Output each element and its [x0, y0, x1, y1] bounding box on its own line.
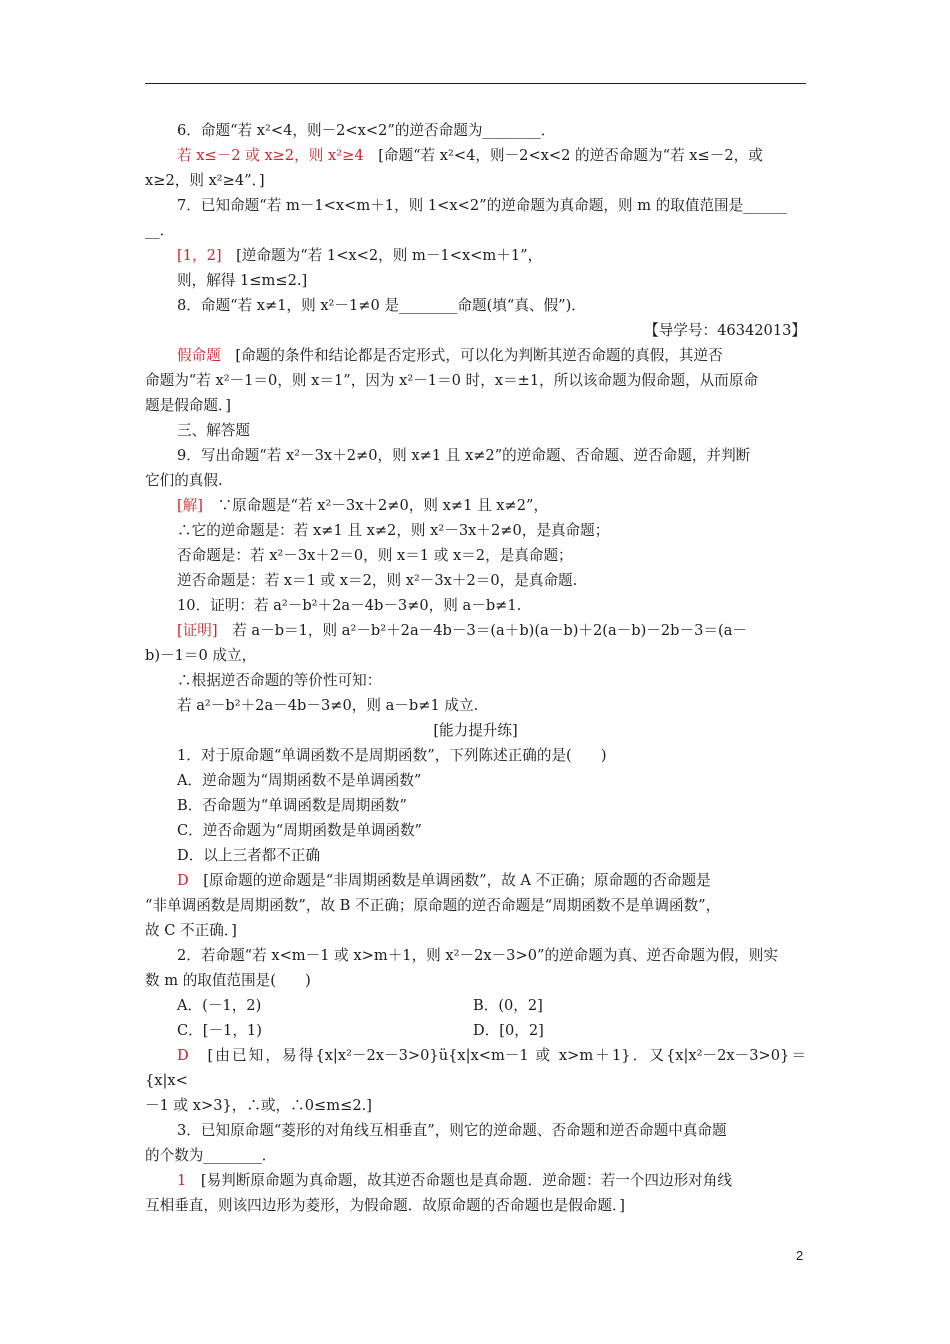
- text-line: [145, 168, 806, 193]
- answer-label: 若 x≤－2 或 x≥2，则 x²≥4: [177, 147, 364, 164]
- text-line: [145, 918, 806, 943]
- answer-label: D: [177, 1047, 189, 1064]
- text-line: [145, 493, 806, 518]
- text-span: 9．写出命题“若 x²－3x＋2≠0，则 x≠1 且 x≠2”的逆命题、否命题、逆否命题，并判断: [177, 447, 751, 464]
- answer-label: 假命题: [177, 347, 221, 364]
- text-span: ∵原命题是“若 x²－3x＋2≠0，则 x≠1 且 x≠2”，: [202, 497, 549, 514]
- text-span: C．逆否命题为“周期函数是单调函数”: [177, 822, 422, 839]
- text-span: 8．命题“若 x≠1，则 x²－1≠0 是________命题(填“真、假”)．: [177, 297, 586, 314]
- text-span: 3．已知原命题“菱形的对角线互相垂直”，则它的逆命题、否命题和逆否命题中真命题: [177, 1122, 727, 1139]
- text-line: [145, 143, 806, 168]
- text-span: 否命题是：若 x²－3x＋2＝0，则 x＝1 或 x＝2，是真命题；: [177, 547, 573, 564]
- text-line: [145, 1118, 806, 1143]
- text-span: 【导学号：46342013】: [644, 322, 806, 339]
- text-span: 它们的真假.: [145, 472, 223, 489]
- text-span: 6．命题“若 x²<4，则－2<x<2”的逆否命题为________．: [177, 122, 556, 139]
- text-span: [由已知，易得{x|x²－2x－3>0}ü{x|x<m－1 或 x>m＋1}．又{x|x²－2x－3>0}＝{x|x<: [145, 1047, 806, 1089]
- text-span: [逆命题为“若 1<x<2，则 m－1<x<m＋1”，: [221, 247, 543, 264]
- text-line: [145, 1168, 806, 1193]
- text-span: 7．已知命题“若 m－1<x<m＋1，则 1<x<2”的逆命题为真命题，则 m 的取值范围是______: [177, 197, 788, 214]
- text-line: [145, 868, 806, 893]
- text-span: A．逆命题为“周期函数不是单调函数”: [177, 772, 422, 789]
- choice-option: D．[0，2]: [473, 1022, 544, 1039]
- text-line: [145, 368, 806, 393]
- text-span: [命题“若 x²<4，则－2<x<2 的逆否命题为“若 x≤－2，或: [363, 147, 763, 164]
- text-line: [145, 593, 806, 618]
- text-span: x≥2，则 x²≥4”．]: [145, 172, 265, 189]
- text-span: 逆否命题是：若 x＝1 或 x＝2，则 x²－3x＋2＝0，是真命题.: [177, 572, 578, 589]
- text-span: “非单调函数是周期函数”，故 B 不正确；原命题的逆否命题是“周期函数不是单调函数”，: [145, 897, 721, 914]
- text-line: [145, 243, 806, 268]
- text-line: [145, 1093, 806, 1118]
- text-line: [145, 1193, 806, 1218]
- text-line: [145, 718, 806, 743]
- text-line: [145, 768, 806, 793]
- text-line: [145, 993, 806, 1018]
- text-line: [145, 743, 806, 768]
- text-line: [145, 668, 806, 693]
- text-span: b)－1＝0 成立，: [145, 647, 257, 664]
- text-line: [145, 793, 806, 818]
- text-line: [145, 643, 806, 668]
- text-span: 题是假命题．]: [145, 397, 231, 414]
- text-line: [145, 218, 806, 243]
- text-span: 若 a²－b²＋2a－4b－3≠0，则 a－b≠1 成立.: [177, 697, 479, 714]
- text-line: [145, 1043, 806, 1093]
- text-span: [能力提升练]: [433, 722, 518, 739]
- text-line: [145, 543, 806, 568]
- text-line: [145, 943, 806, 968]
- text-line: [145, 393, 806, 418]
- text-span: 命题为“若 x²－1＝0，则 x＝1”，因为 x²－1＝0 时，x＝±1，所以该命题为假命题，从而原命: [145, 372, 759, 389]
- header-rule: [145, 83, 806, 84]
- text-span: __．: [145, 222, 175, 239]
- text-line: [145, 268, 806, 293]
- text-line: [145, 443, 806, 468]
- text-line: [145, 893, 806, 918]
- answer-label: [1，2]: [177, 247, 222, 264]
- text-span: [易判断原命题为真命题，故其逆否命题也是真命题．逆命题：若一个四边形对角线: [186, 1172, 732, 1189]
- text-line: [145, 293, 806, 318]
- text-line: [145, 343, 806, 368]
- text-line: [145, 1018, 806, 1043]
- answer-label: D: [177, 872, 189, 889]
- text-span: 若 a－b＝1，则 a²－b²＋2a－4b－3＝(a＋b)(a－b)＋2(a－b)－2b－3＝(a－: [217, 622, 747, 639]
- choice-option: B．(0，2]: [473, 997, 543, 1014]
- text-line: [145, 468, 806, 493]
- text-line: [145, 518, 806, 543]
- document-body: [145, 118, 806, 1218]
- choice-option: A．(－1，2): [177, 997, 262, 1014]
- text-span: [命题的条件和结论都是否定形式，可以化为判断其逆否命题的真假，其逆否: [220, 347, 723, 364]
- answer-label: [证明]: [177, 622, 218, 639]
- text-line: [145, 418, 806, 443]
- text-line: [145, 1143, 806, 1168]
- text-line: [145, 318, 806, 343]
- text-line: [145, 618, 806, 643]
- answer-label: 1: [177, 1172, 187, 1189]
- choice-option: C．[－1，1): [177, 1022, 262, 1039]
- text-span: [原命题的逆命题是“非周期函数是单调函数”，故 A 不正确；原命题的否命题是: [188, 872, 711, 889]
- text-span: 故 C 不正确．]: [145, 922, 237, 939]
- text-span: －1 或 x>3}，∴或，∴0≤m≤2.]: [145, 1097, 372, 1114]
- text-span: 10．证明：若 a²－b²＋2a－4b－3≠0，则 a－b≠1.: [177, 597, 522, 614]
- text-span: B．否命题为“单调函数是周期函数”: [177, 797, 407, 814]
- text-span: ∴根据逆否命题的等价性可知：: [177, 672, 382, 689]
- text-line: [145, 693, 806, 718]
- page-number: 2: [796, 1248, 804, 1263]
- text-line: [145, 118, 806, 143]
- text-span: 三、解答题: [177, 422, 250, 439]
- text-span: 的个数为________．: [145, 1147, 277, 1164]
- text-span: 2．若命题“若 x<m－1 或 x>m＋1，则 x²－2x－3>0”的逆命题为真、逆否命题为假，则实: [177, 947, 778, 964]
- text-span: 1．对于原命题“单调函数不是周期函数”，下列陈述正确的是( ): [177, 747, 607, 764]
- text-line: [145, 193, 806, 218]
- text-line: [145, 843, 806, 868]
- text-line: [145, 968, 806, 993]
- text-span: 则，解得 1≤m≤2.]: [177, 272, 308, 289]
- text-line: [145, 568, 806, 593]
- text-line: [145, 818, 806, 843]
- answer-label: [解]: [177, 497, 203, 514]
- text-span: 互相垂直，则该四边形为菱形，为假命题．故原命题的否命题也是假命题．]: [145, 1197, 625, 1214]
- text-span: 数 m 的取值范围是( ): [145, 972, 311, 989]
- text-span: ∴它的逆命题是：若 x≠1 且 x≠2，则 x²－3x＋2≠0，是真命题；: [177, 522, 610, 539]
- text-span: D．以上三者都不正确: [177, 847, 321, 864]
